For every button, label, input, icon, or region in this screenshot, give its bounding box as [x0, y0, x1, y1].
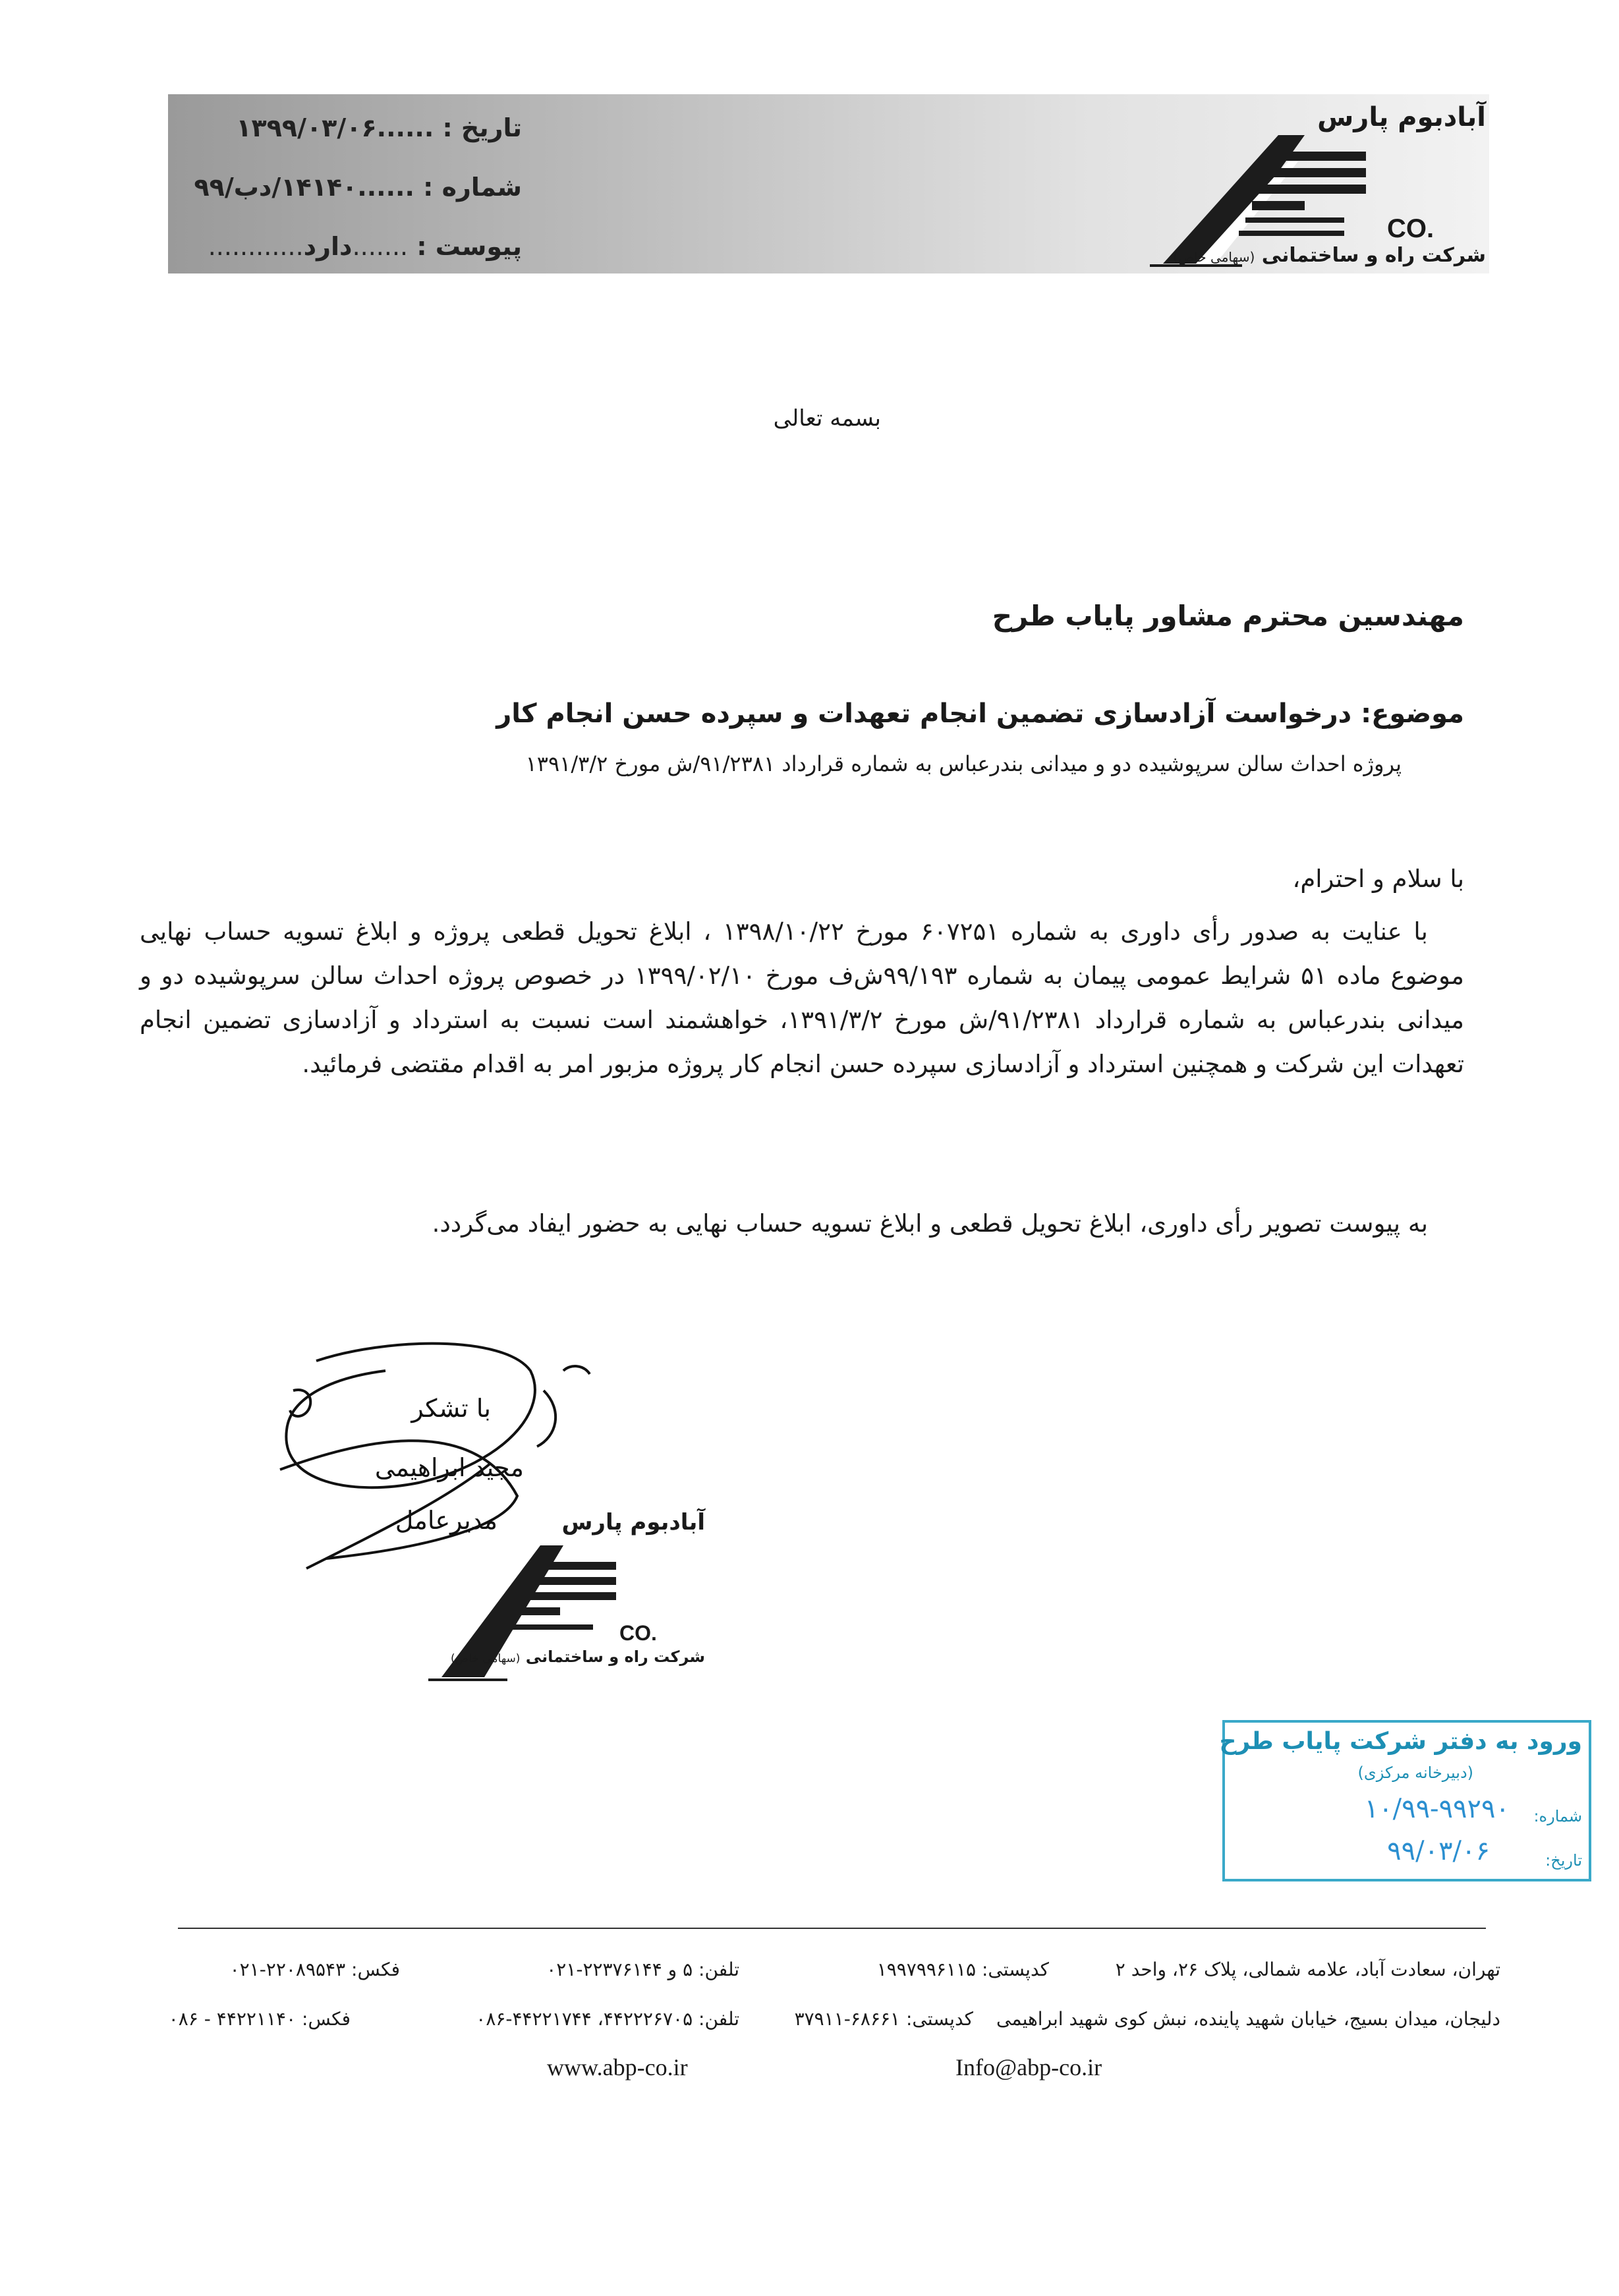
tehran-postal: کدپستی: ۱۹۹۷۹۹۶۱۱۵	[876, 1959, 1049, 1980]
letter-body: با عنایت به صدور رأی داوری به شماره ۶۰۷۲۵۱ مورخ ۱۳۹۸/۱۰/۲۲ ، ابلاغ تحویل قطعی پروژه و ابلاغ تسویه حساب نهایی موضوع ماده ۵۱ شرایط عمومی پیمان به شماره ۹۹/۱۹۳ش‌ف مورخ ۱۳۹۹/۰۲/۱۰ در خصوص پروژه احداث سالن سرپوشیده دو و میدانی بندرعباس به شماره قرارداد ۹۱/۲۳۸۱/ش مورخ ۱۳۹۱/۳/۲، خواهشمند است نسبت به استرداد و آزادسازی تضمین انجام تعهدات این شرکت و همچنین استرداد و آزادسازی سپرده حسن انجام کار پروژه مزبور امر به اقدام مقتضی فرمائید.	[140, 917, 1464, 1078]
delijan-phone: تلفن: ۴۴۲۲۲۶۷۰۵، ۴۴۲۲۱۷۴۴-۰۸۶	[476, 2008, 739, 2030]
company-subtitle: شرکت راه و ساختمانی (سهامی خاص)	[1173, 244, 1486, 267]
stamp-number-label: شماره:	[1533, 1807, 1582, 1825]
seal-co: CO.	[619, 1621, 657, 1645]
date-value: ۱۳۹۹/۰۳/۰۶	[236, 113, 377, 142]
number-value: ۱۴۱۴۰/دب/۹۹	[194, 173, 358, 202]
stamp-date-value: ۹۹/۰۳/۰۶	[1387, 1836, 1490, 1866]
tehran-fax: فکس: ۲۲۰۸۹۵۴۳-۰۲۱	[229, 1959, 400, 1980]
project-line: پروژه احداث سالن سرپوشیده دو و میدانی بندرعباس به شماره قرارداد ۹۱/۲۳۸۱/ش مورخ ۱۳۹۱/۳/۲	[525, 751, 1402, 776]
attachment-line: پیوست : .......دارد............	[208, 232, 522, 261]
greeting: با سلام و احترام،	[1292, 865, 1464, 893]
attachment-value: دارد	[303, 232, 353, 261]
stamp-subtitle: (دبیرخانه مرکزی)	[1357, 1764, 1473, 1782]
delijan-postal: کدپستی: ۶۸۶۶۱-۳۷۹۱۱	[794, 2008, 973, 2030]
seal-subtitle: شرکت راه و ساختمانی (سهامی خاص)	[450, 1648, 705, 1666]
number-line: شماره : ......۱۴۱۴۰/دب/۹۹	[194, 173, 522, 202]
subject: موضوع: درخواست آزادسازی تضمین انجام تعهدات و سپرده حسن انجام کار	[496, 699, 1464, 729]
logo-co: CO.	[1387, 214, 1434, 243]
signature-thanks: با تشکر	[411, 1394, 491, 1423]
company-seal	[428, 1506, 705, 1690]
opening-line: بسمه تعالی	[773, 405, 881, 432]
signatory-title: مدیرعامل	[395, 1506, 497, 1535]
footer-divider	[178, 1928, 1486, 1929]
seal-company-name: آبادبوم پارس	[561, 1509, 705, 1535]
attachment-note: به پیوست تصویر رأی داوری، ابلاغ تحویل قطعی و ابلاغ تسویه حساب نهایی به حضور ایفاد می‌گردد.	[432, 1209, 1428, 1238]
website-link[interactable]: www.abp-co.ir	[547, 2054, 688, 2081]
tehran-address: تهران، سعادت آباد، علامه شمالی، پلاک ۲۶، واحد ۲	[1115, 1959, 1500, 1980]
date-line: تاریخ : ......۱۳۹۹/۰۳/۰۶	[236, 113, 522, 142]
date-label: تاریخ :	[442, 113, 522, 142]
company-type: (سهامی خاص)	[1173, 249, 1255, 265]
company-name: آبادبوم پارس	[1317, 102, 1486, 132]
tehran-phone: تلفن: ۵ و ۲۲۳۷۶۱۴۴-۰۲۱	[546, 1959, 739, 1980]
number-label: شماره :	[423, 173, 522, 202]
stamp-number-value: ۱۰/۹۹-۹۹۲۹۰	[1364, 1794, 1510, 1824]
receipt-stamp	[1219, 1720, 1591, 1881]
delijan-address: دلیجان، میدان بسیج، خیابان شهید پاینده، نبش کوی شهید ابراهیمی	[996, 2008, 1500, 2030]
signatory-name: مجید ابراهیمی	[374, 1453, 524, 1482]
company-logo	[1150, 102, 1486, 270]
email-link[interactable]: Info@abp-co.ir	[955, 2054, 1102, 2081]
attachment-label: پیوست :	[416, 232, 522, 261]
recipient: مهندسین محترم مشاور پایاب طرح	[992, 600, 1464, 632]
stamp-title: ورود به دفتر شرکت پایاب طرح	[1219, 1728, 1582, 1755]
delijan-fax: فکس: ۴۴۲۲۱۱۴۰ - ۰۸۶	[168, 2008, 351, 2030]
stamp-date-label: تاریخ:	[1545, 1851, 1582, 1870]
